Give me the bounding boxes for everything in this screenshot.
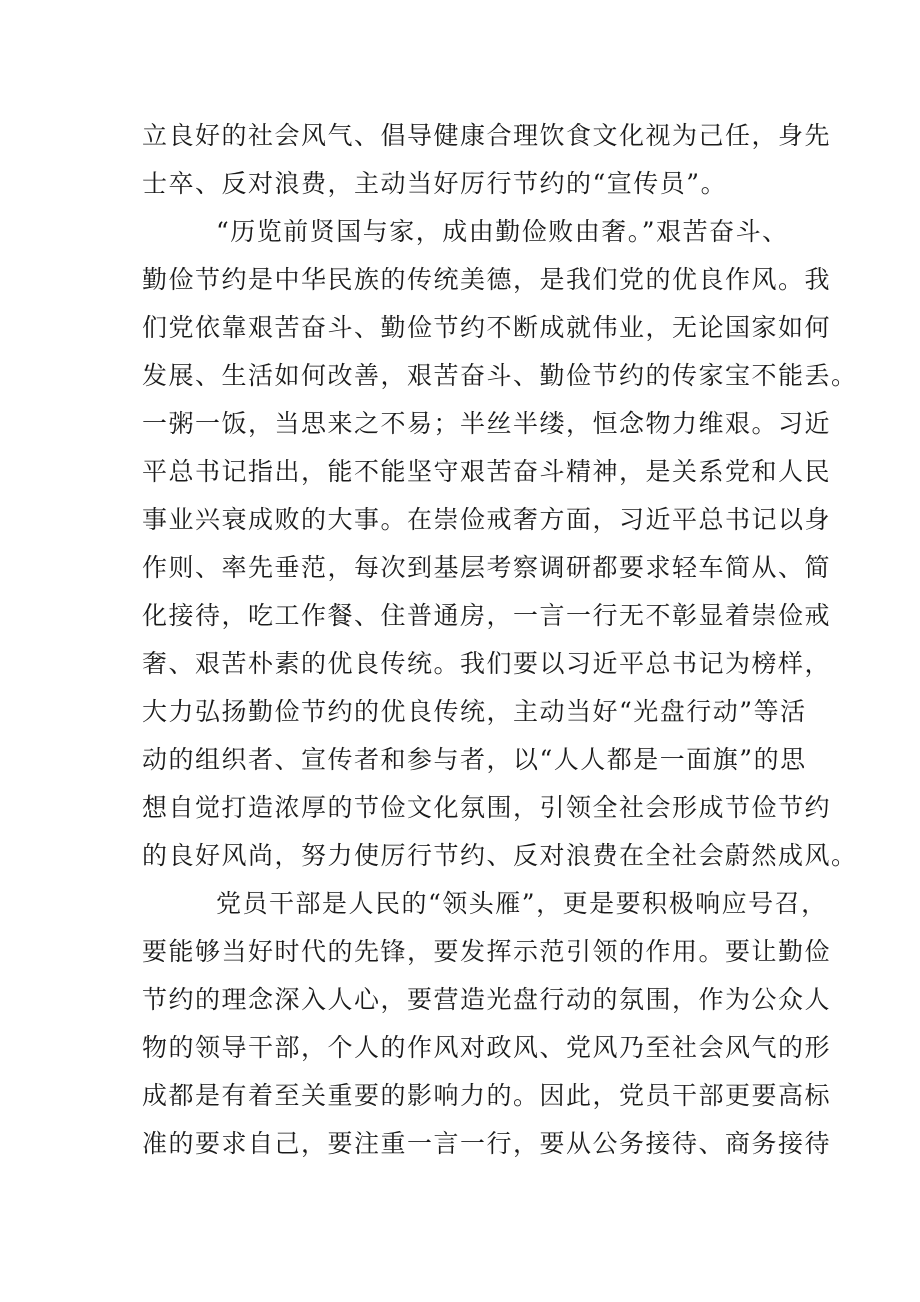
text-line: 大力弘扬勤俭节约的优良传统，主动当好“光盘行动”等活 <box>142 697 807 726</box>
text-line: 要能够当好时代的先锋，要发挥示范引领的作用。要让勤俭 <box>142 937 832 966</box>
text-line: 节约的理念深入人心，要营造光盘行动的氛围，作为公众人 <box>142 985 832 1014</box>
text-line: 的良好风尚，努力使厉行节约、反对浪费在全社会蔚然成风。 <box>142 841 858 870</box>
text-line: 动的组织者、宣传者和参与者，以“人人都是一面旗”的思 <box>142 745 807 774</box>
text-line: 作则、率先垂范，每次到基层考察调研都要求轻车简从、简 <box>142 553 832 582</box>
text-line: 立良好的社会风气、倡导健康合理饮食文化视为己任，身先 <box>142 121 832 150</box>
text-line: 们党依靠艰苦奋斗、勤俭节约不断成就伟业，无论国家如何 <box>142 313 832 342</box>
text-line: 事业兴衰成败的大事。在崇俭戒奢方面，习近平总书记以身 <box>142 505 832 534</box>
body-text <box>142 112 858 1168</box>
text-line: 勤俭节约是中华民族的传统美德，是我们党的优良作风。我 <box>142 265 832 294</box>
text-line: 一粥一饭，当思来之不易；半丝半缕，恒念物力维艰。习近 <box>142 409 832 438</box>
text-line: 士卒、反对浪费，主动当好厉行节约的“宣传员”。 <box>142 169 728 198</box>
text-line: 准的要求自己，要注重一言一行，要从公务接待、商务接待 <box>142 1129 832 1158</box>
paragraph-start-line: 党员干部是人民的“领头雁”，更是要积极响应号召， <box>216 889 828 918</box>
text-line: 想自觉打造浓厚的节俭文化氛围，引领全社会形成节俭节约 <box>142 793 832 822</box>
text-line: 物的领导干部，个人的作风对政风、党风乃至社会风气的形 <box>142 1033 832 1062</box>
paragraph-start-line: “历览前贤国与家，成由勤俭败由奢。”艰苦奋斗、 <box>216 217 789 246</box>
text-line: 平总书记指出，能不能坚守艰苦奋斗精神，是关系党和人民 <box>142 457 832 486</box>
text-line: 发展、生活如何改善，艰苦奋斗、勤俭节约的传家宝不能丢。 <box>142 361 858 390</box>
text-line: 奢、艰苦朴素的优良传统。我们要以习近平总书记为榜样， <box>142 649 832 678</box>
text-line: 化接待，吃工作餐、住普通房，一言一行无不彰显着崇俭戒 <box>142 601 832 630</box>
text-line: 成都是有着至关重要的影响力的。因此，党员干部更要高标 <box>142 1081 832 1110</box>
